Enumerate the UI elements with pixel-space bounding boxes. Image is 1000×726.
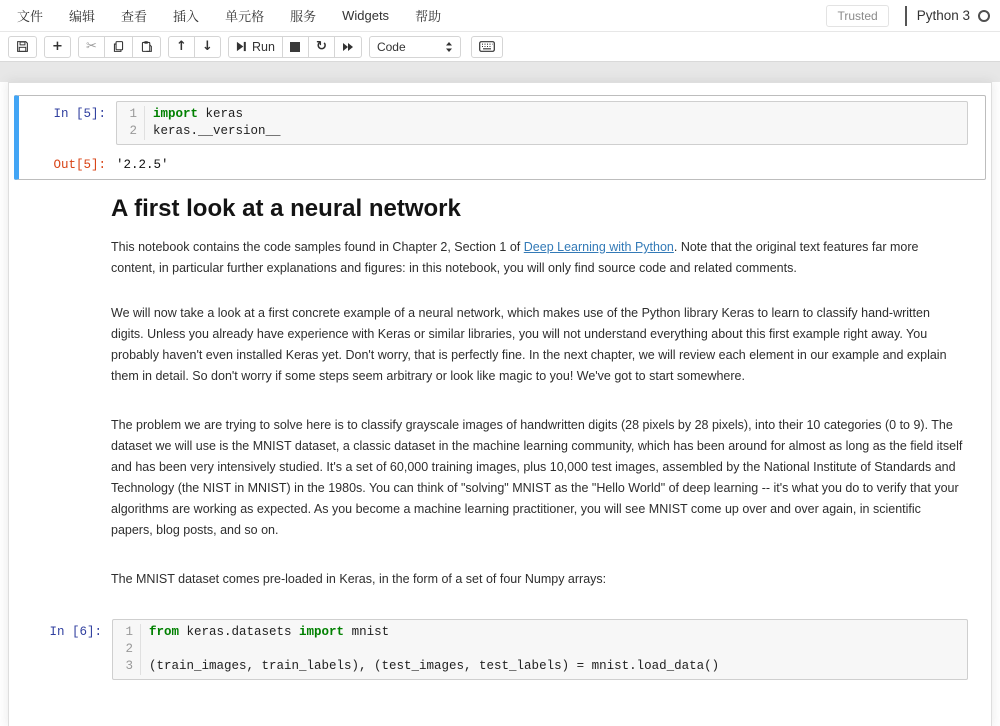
keyword-token: import bbox=[153, 107, 199, 121]
page-title: A first look at a neural network bbox=[111, 195, 461, 222]
code-editor[interactable] bbox=[116, 101, 968, 145]
menu-edit[interactable]: 编辑 bbox=[69, 9, 96, 24]
code-line bbox=[117, 123, 967, 140]
code-text bbox=[141, 641, 149, 658]
copy-button[interactable] bbox=[104, 36, 133, 58]
save-group bbox=[8, 36, 37, 58]
page-background-strip bbox=[0, 62, 1000, 82]
command-palette-button[interactable] bbox=[471, 36, 503, 58]
code-token: keras bbox=[198, 107, 244, 121]
output-prompt: Out[5]: bbox=[53, 158, 106, 172]
kernel-name: Python 3 bbox=[916, 8, 970, 23]
menu-view[interactable]: 查看 bbox=[121, 9, 148, 24]
keyword-token: from bbox=[149, 625, 180, 639]
input-prompt: In [6]: bbox=[49, 625, 102, 639]
cell-output-row bbox=[24, 145, 980, 174]
input-prompt: In [5]: bbox=[53, 107, 106, 121]
save-button[interactable] bbox=[8, 36, 37, 58]
code-text bbox=[145, 106, 243, 123]
keyboard-icon bbox=[479, 41, 495, 52]
kernel-divider bbox=[905, 6, 907, 26]
paragraph-overview: We will now take a look at a first concrete example of a neural network, which makes use of the Python library Keras to learn to classify hand-written digits. Unless you already have experience with Keras or similar libraries, you will not understand everything about this first example right away. You probably haven't even installed Keras yet. Don't worry, that is perfectly fine. In the next chapter, we will review each element in our example and explain them in detail. So don't worry if some steps seem arbitrary or look like magic to you! We've got to start somewhere. bbox=[111, 306, 947, 383]
copy-icon bbox=[112, 40, 125, 53]
move-group bbox=[168, 36, 221, 58]
menu-help[interactable]: 帮助 bbox=[415, 9, 442, 24]
paragraph-intro bbox=[111, 237, 964, 279]
markdown-cell-mnist[interactable] bbox=[14, 410, 986, 546]
code-token: mnist bbox=[344, 625, 390, 639]
book-link[interactable]: Deep Learning with Python bbox=[523, 240, 674, 254]
markdown-cell-intro[interactable] bbox=[14, 190, 986, 284]
menu-insert[interactable]: 插入 bbox=[173, 9, 200, 24]
insert-group bbox=[44, 36, 71, 58]
kernel-status-icon bbox=[978, 10, 990, 22]
paste-icon bbox=[140, 40, 153, 53]
trusted-badge[interactable]: Trusted bbox=[826, 5, 888, 27]
line-number: 2 bbox=[117, 123, 145, 140]
line-number: 1 bbox=[117, 106, 145, 123]
text-run: . Note that the original text features far more content, in particular further explanations and figures: in this notebook, you will only find source code and related comments. bbox=[111, 240, 919, 275]
code-token: keras.__version__ bbox=[153, 124, 281, 138]
move-down-button[interactable] bbox=[194, 36, 221, 58]
paragraph-mnist: The problem we are trying to solve here is to classify grayscale images of handwritten digits (28 pixels by 28 pixels), into their 10 categories (0 to 9). The dataset we will use is the MNIST dataset, a classic dataset in the machine learning community, which has been around for almost as long as the field itself and has been very intensively studied. It's a set of 60,000 training images, plus 10,000 test images, assembled by the National Institute of Standards and Technology (the NIST in MNIST) in the 1980s. You can think of "solving" MNIST as the "Hello World" of deep learning -- it's what you do to verify that your algorithms are working as expected. As you become a machine learning practitioner, you will see MNIST come up over and over again, in scientific papers, blog posts, and so on. bbox=[111, 418, 963, 537]
menu-bar bbox=[0, 0, 1000, 32]
code-editor[interactable] bbox=[112, 619, 968, 680]
restart-run-all-button[interactable] bbox=[334, 36, 362, 58]
code-text bbox=[141, 624, 389, 641]
notebook-status bbox=[826, 5, 990, 27]
code-line bbox=[113, 624, 967, 641]
cell-type-select[interactable] bbox=[369, 36, 461, 58]
markdown-cell-arrays[interactable] bbox=[14, 564, 986, 595]
save-icon bbox=[16, 40, 29, 53]
menu-kernel[interactable]: 服务 bbox=[290, 9, 317, 24]
menu-file[interactable]: 文件 bbox=[17, 9, 44, 24]
code-text bbox=[145, 123, 281, 140]
stop-button[interactable] bbox=[282, 36, 309, 58]
cell-type-value: Code bbox=[376, 39, 406, 54]
output-value: '2.2.5' bbox=[116, 158, 169, 172]
code-line bbox=[113, 658, 967, 675]
line-number: 1 bbox=[113, 624, 141, 641]
menus bbox=[4, 2, 454, 29]
menu-widgets[interactable]: Widgets bbox=[342, 8, 390, 23]
scissors-icon: ✂ bbox=[86, 39, 97, 54]
notebook-container bbox=[8, 82, 992, 726]
step-forward-icon bbox=[236, 41, 247, 52]
code-cell-in6[interactable] bbox=[14, 613, 986, 686]
menu-cell[interactable]: 单元格 bbox=[225, 9, 265, 24]
code-line bbox=[113, 641, 967, 658]
arrow-down-icon: ↓ bbox=[202, 39, 213, 54]
code-line bbox=[117, 106, 967, 123]
run-label: Run bbox=[252, 39, 275, 54]
clipboard-group bbox=[78, 36, 161, 58]
palette-group bbox=[471, 36, 503, 58]
code-token: keras.datasets bbox=[179, 625, 300, 639]
cut-button[interactable] bbox=[78, 36, 105, 58]
toolbar bbox=[0, 32, 1000, 62]
line-number: 2 bbox=[113, 641, 141, 658]
paragraph-arrays: The MNIST dataset comes pre-loaded in Keras, in the form of a set of four Numpy arrays: bbox=[111, 572, 607, 586]
move-up-button[interactable] bbox=[168, 36, 195, 58]
select-arrows-icon bbox=[445, 41, 453, 53]
cell-input-row bbox=[20, 619, 980, 680]
run-button[interactable] bbox=[228, 36, 283, 58]
text-run: This notebook contains the code samples found in Chapter 2, Section 1 of bbox=[111, 240, 524, 254]
header bbox=[0, 0, 1000, 62]
arrow-up-icon: ↑ bbox=[176, 39, 187, 54]
restart-kernel-button[interactable] bbox=[308, 36, 335, 58]
run-group bbox=[228, 36, 362, 58]
plus-icon: + bbox=[52, 39, 63, 54]
paste-button[interactable] bbox=[132, 36, 161, 58]
add-cell-button[interactable] bbox=[44, 36, 71, 58]
markdown-cell-overview[interactable] bbox=[14, 298, 986, 392]
fast-forward-icon bbox=[342, 42, 354, 52]
code-text bbox=[141, 658, 719, 675]
cell-input-row bbox=[24, 101, 980, 145]
refresh-icon: ↻ bbox=[315, 39, 327, 54]
code-cell-in5[interactable] bbox=[14, 95, 986, 180]
keyword-token: import bbox=[299, 625, 345, 639]
code-token: (train_images, train_labels), (test_images, test_labels) = mnist.load_data() bbox=[149, 659, 720, 673]
line-number: 3 bbox=[113, 658, 141, 675]
stop-icon bbox=[290, 42, 300, 52]
